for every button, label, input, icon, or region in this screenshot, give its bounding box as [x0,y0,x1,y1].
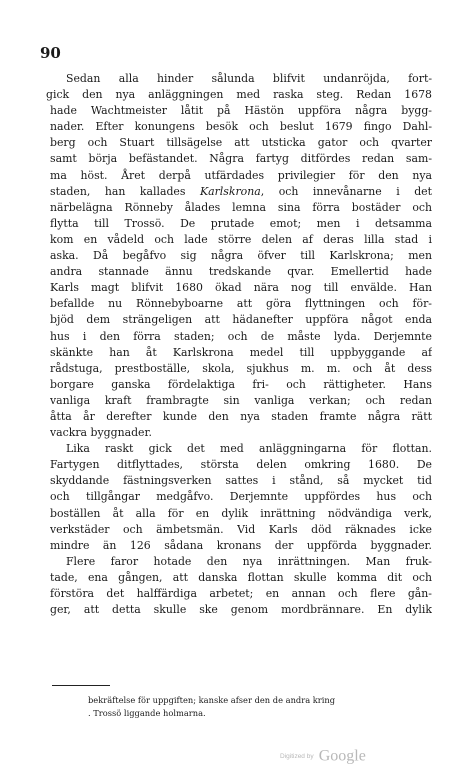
text-line: Fartygen ditflyttades, största delen omkring 1680. De [50,458,432,472]
text-line: mindre än 126 sådana kronans der uppförda byggnader. [50,538,432,552]
text-line: ger, att detta skulle ske genom mordbrännare. En dylik [50,603,432,617]
text-line: Flere faror hotade den nya inrättningen. Man fruk- [66,554,432,568]
text-line: åtta år derefter kunde den nya staden framte några rätt [50,409,432,423]
text-line: hade Wachtmeister låtit på Hästön uppföra några bygg- [50,104,432,118]
text-line: skänkte han åt Karlskrona medel till uppbyggande af [50,345,432,359]
footnote-line: bekräftelse för uppgiften; kanske afser den de andra kring [88,695,336,705]
text-line: nader. Efter konungens besök och beslut 1679 fingo Dahl- [50,120,432,134]
text-line: andra stannade ännu tredskande qvar. Emellertid hade [50,265,432,279]
text-line: skyddande fästningsverken sattes i stånd, så mycket tid [50,474,432,488]
text-line: rådstuga, prestboställe, skola, sjukhus m. m. och åt dess [50,361,432,375]
text-line: samt börja befästandet. Några fartyg ditfördes redan sam- [50,152,432,166]
text-line: verkstäder och ämbetsmän. Vid Karls död räknades icke [50,522,432,536]
text-line: boställen åt alla för en dylik inrättning nödvändiga verk, [50,506,432,520]
text-line: och tillgångar medgåfvo. Derjemnte uppfördes hus och [50,490,432,504]
page-number: 90 [40,44,61,62]
text-line: vackra byggnader. [50,426,152,440]
text-line: närbelägna Rönneby ålades lemna sina förra bostäder och [50,200,432,214]
text-line: bjöd dem strängeligen att hädanefter uppföra något enda [50,313,432,327]
text-line: Lika raskt gick det med anläggningarna för flottan. [66,442,432,456]
emphasis: Karlskrona [199,184,261,198]
text-line: berg och Stuart tillsägelse att utsticka gator och qvarter [50,136,432,150]
footnotes [88,694,432,720]
watermark-brand: Google [318,747,366,765]
text-line: flytta till Trossö. De prutade emot; men i detsamma [50,216,432,230]
digitization-watermark [280,746,366,766]
text-line: kom en vådeld och lade större delen af deras lilla stad i [50,232,432,246]
text-line: Karls magt blifvit 1680 ökad nära nog till envälde. Han [50,281,432,295]
watermark-prefix: Digitized by [280,753,314,760]
text-line: aska. Då begåfvo sig några öfver till Karlskrona; men [50,249,432,263]
text-line: staden, han kallades Karlskrona, och innevånarne i det [50,184,432,198]
text-line: borgare ganska fördelaktiga fri- och rättigheter. Hans [50,377,432,391]
text-line: hus i den förra staden; och de måste lyda. Derjemnte [50,329,432,343]
footnote-line: . Trossö liggande holmarna. [88,708,206,718]
text-line: vanliga kraft frambragte sin vanliga verkan; och redan [50,393,432,407]
text-line: ma höst. Året derpå utfärdades privilegier för den nya [50,168,432,182]
text-line: gick den nya anläggningen med raska steg. Redan 1678 [46,88,432,102]
text-line: befallde nu Rönnebyboarne att göra flyttningen och för- [50,297,432,311]
body-text [46,71,432,618]
text-line: Sedan alla hinder sålunda blifvit undanröjda, fort- [66,72,432,85]
footnote-rule [52,685,110,686]
text-line: förstöra det halffärdiga arbetet; en annan och flere gån- [50,587,432,600]
text-line: tade, ena gången, att danska flottan skulle komma dit och [50,570,432,584]
